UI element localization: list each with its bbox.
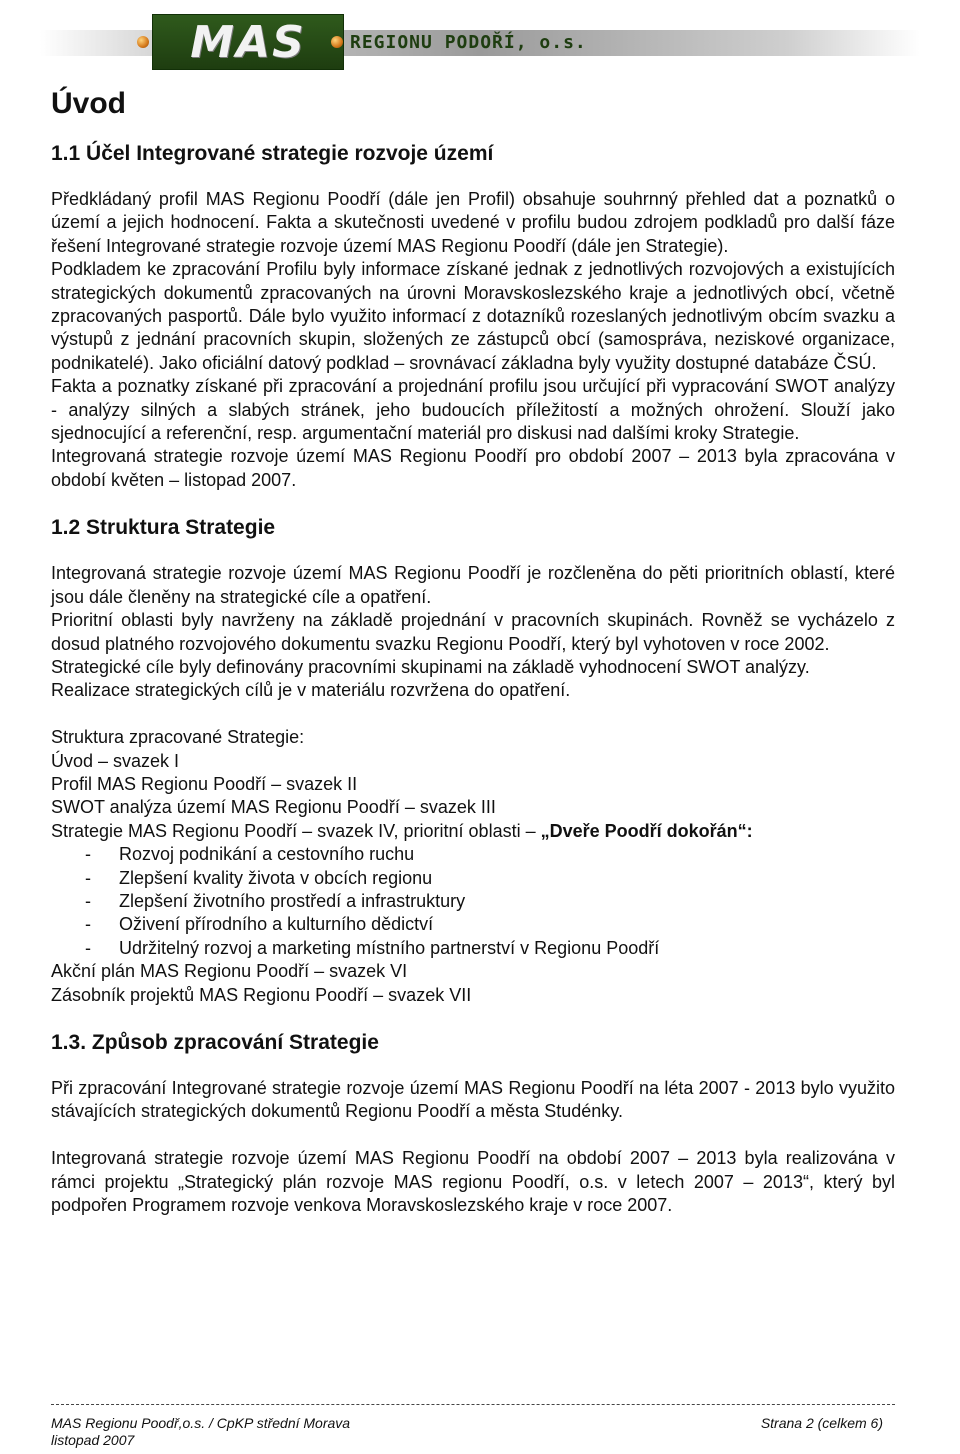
bullet-dash: - [85, 914, 91, 935]
paragraph: Při zpracování Integrované strategie rozvoje území MAS Regionu Poodří na léta 2007 - 2013 bylo využito stávajících strategických dokumentů Regionu Poodří a města Studénky. [51, 1077, 895, 1122]
footer-date: listopad 2007 [51, 1432, 135, 1448]
bullet-dash: - [85, 844, 91, 865]
priority-label: Udržitelný rozvoj a marketing místního partnerství v Regionu Poodří [119, 937, 660, 958]
mas-logo [152, 14, 344, 70]
footer-page-number: Strana 2 (celkem 6) [760, 1415, 883, 1431]
section-heading-1-3: 1.3. Způsob zpracování Strategie [51, 1030, 379, 1054]
structure-label: Struktura zpracované Strategie: [51, 727, 305, 748]
paragraph: Integrovaná strategie rozvoje území MAS Regionu Poodří pro období 2007 – 2013 byla zpracována v období květen – listopad 2007. [51, 446, 895, 490]
paragraph: Strategické cíle byly definovány pracovními skupinami na základě vyhodnocení SWOT analýzy. [51, 656, 810, 677]
priority-label: Zlepšení životního prostředí a infrastruktury [119, 890, 466, 911]
priority-label: Oživení přírodního a kulturního dědictví [119, 914, 434, 935]
orange-dot-icon [137, 36, 149, 48]
list-item [51, 937, 895, 960]
priority-label: Zlepšení kvality života v obcích regionu [119, 867, 433, 888]
list-item [51, 867, 895, 890]
list-item [51, 890, 895, 913]
volume-item: Profil MAS Regionu Poodří – svazek II [51, 773, 358, 794]
priority-label: Rozvoj podnikání a cestovního ruchu [119, 844, 415, 865]
section-heading-1-2: 1.2 Struktura Strategie [51, 516, 276, 540]
bullet-dash: - [85, 867, 91, 888]
paragraph: Předkládaný profil MAS Regionu Poodří (dále jen Profil) obsahuje souhrnný přehled dat a poznatků o území a jejich hodnocení. Fakta a skutečnosti uvedené v profilu budou zdrojem podkladů pro další fáze řešení Integrované strategie rozvoje území MAS Regionu Poodří (dále jen Strategie). [51, 189, 895, 256]
paragraph: Fakta a poznatky získané při zpracování a projednání profilu jsou určující při vypracování SWOT analýzy - analýzy silných a slabých stránek, jeho budoucích příležitostí a možných ohrožení. Slouží jako sjednocující a referenční, resp. argumentační materiál pro diskusi nad dalšími kroky Strategie. [51, 376, 895, 444]
list-item [51, 843, 895, 866]
volume4-title: „Dveře Poodří dokořán“: [540, 820, 753, 841]
logo-text: MAS [190, 17, 306, 68]
header-subtitle: REGIONU PODOŘÍ, o.s. [350, 32, 587, 53]
list-item [51, 913, 895, 936]
paragraph: Podkladem ke zpracování Profilu byly informace získané jednak z jednotlivých rozvojových a existujících strategických dokumentů zpracovaných na úrovni Moravskoslezského kraje a jednotlivých obcí, včetně zpracovaných pasportů. Dále bylo využito informací z dotazníků rozeslaných jednotlivým obcím svazku a výstupů z jednání pracovních skupin, složených ze zástupců obcí (samospráva, neziskové organizace, podnikatelé). Jako oficiální datový podklad – srovnávací základna byly využity dostupné databáze ČSÚ. [51, 259, 895, 373]
bullet-dash: - [85, 890, 91, 911]
page-footer [51, 1404, 895, 1449]
paragraph: Realizace strategických cílů je v materiálu rozvržena do opatření. [51, 680, 571, 701]
paragraph: Prioritní oblasti byly navrženy na základě projednání v pracovních skupinách. Rovněž se vycházelo z dosud platného rozvojového dokumentu svazku Regionu Poodří, který byl vyhotoven v roce 2002. [51, 610, 895, 654]
footer-organization: MAS Regionu Poodř,o.s. / CpKP střední Morava [51, 1415, 351, 1431]
orange-dot-icon [331, 36, 343, 48]
header-banner [0, 0, 960, 80]
page-title: Úvod [51, 87, 126, 120]
paragraph: Integrovaná strategie rozvoje území MAS Regionu Poodří je rozčleněna do pěti prioritních oblastí, které jsou dále členěny na strategické cíle a opatření. [51, 563, 895, 607]
footer-divider [51, 1404, 895, 1405]
volume-item: SWOT analýza území MAS Regionu Poodří – svazek III [51, 797, 496, 818]
volume-item [51, 820, 895, 843]
volume-item: Úvod – svazek I [51, 750, 180, 771]
volume4-prefix: Strategie MAS Regionu Poodří – svazek IV, prioritní oblasti – [51, 820, 541, 841]
paragraph: Integrovaná strategie rozvoje území MAS Regionu Poodří na období 2007 – 2013 byla realizována v rámci projektu „Strategický plán rozvoje MAS regionu Poodří, o.s. v letech 2007 – 2013“, který byl podpořen Programem rozvoje venkova Moravskoslezského kraje v roce 2007. [51, 1148, 895, 1215]
section-heading-1-1: 1.1 Účel Integrované strategie rozvoje území [51, 142, 494, 165]
bullet-dash: - [85, 937, 91, 958]
volume-item: Akční plán MAS Regionu Poodří – svazek VI [51, 961, 408, 982]
volume-item: Zásobník projektů MAS Regionu Poodří – svazek VII [51, 984, 472, 1005]
document-body [51, 84, 895, 1217]
